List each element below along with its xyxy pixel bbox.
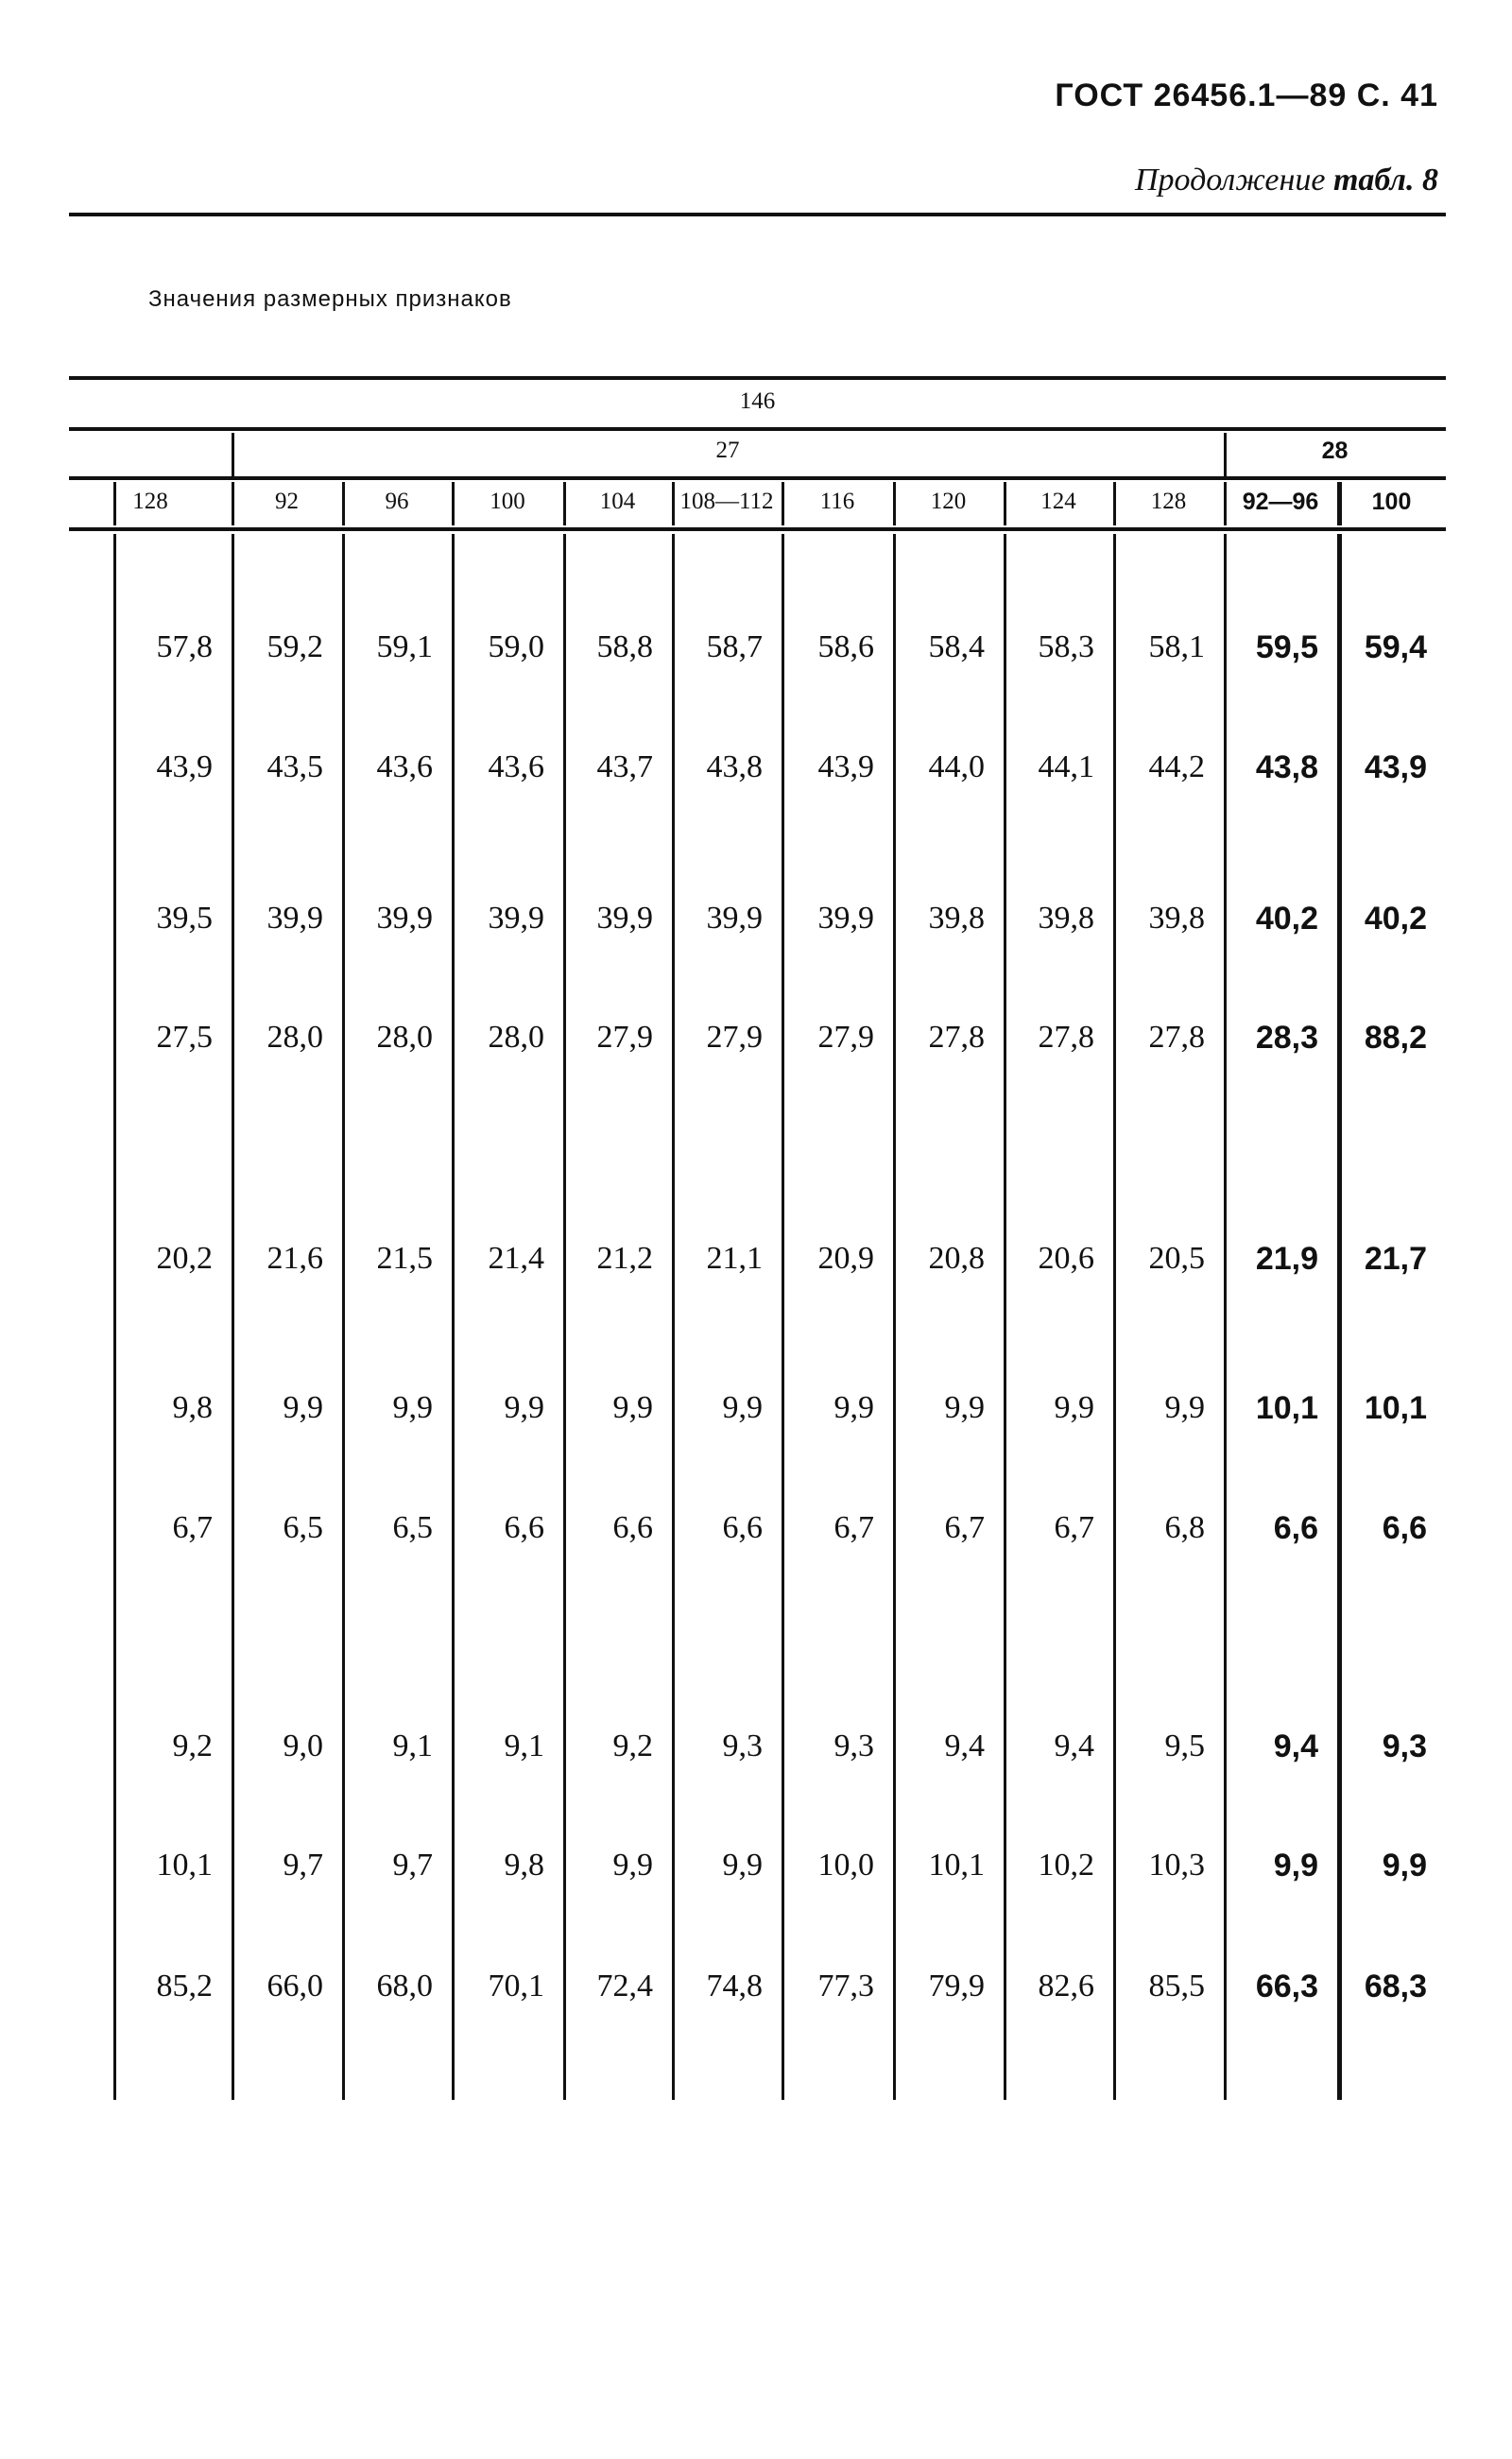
table-header-rule: [69, 476, 1446, 480]
table-cell: 6,5: [283, 1510, 323, 1545]
table-cell: 39,9: [488, 901, 544, 936]
table-cell: 40,2: [1364, 901, 1427, 937]
table-cell: 6,6: [1273, 1510, 1318, 1546]
column-header-separator: [782, 482, 784, 525]
table-cell: 79,9: [928, 1969, 985, 2003]
table-cell: 9,5: [1164, 1728, 1205, 1763]
column-header-separator: [232, 482, 234, 525]
table-cell: 6,5: [392, 1510, 433, 1545]
table-cell: 43,6: [376, 749, 433, 784]
table-cell: 6,7: [833, 1510, 874, 1545]
column-header-separator: [893, 482, 896, 525]
column-header: 100: [490, 489, 525, 514]
table-cell: 9,0: [283, 1728, 323, 1763]
table-cell: 9,4: [944, 1728, 985, 1763]
table-cell: 70,1: [488, 1969, 544, 2003]
table-cell: 43,7: [596, 749, 653, 784]
table-cell: 9,9: [612, 1390, 653, 1425]
header-separator: [1224, 433, 1227, 476]
table-cell: 9,2: [172, 1728, 213, 1763]
table-cell: 9,3: [833, 1728, 874, 1763]
table-cell: 6,6: [612, 1510, 653, 1545]
table-cell: 6,7: [944, 1510, 985, 1545]
table-cell: 66,3: [1255, 1969, 1318, 2004]
table-cell: 58,4: [928, 629, 985, 664]
table-cell: 10,1: [1255, 1390, 1318, 1426]
table-cell: 85,5: [1148, 1969, 1205, 2003]
table-cell: 68,3: [1364, 1969, 1427, 2004]
table-cell: 57,8: [156, 629, 213, 664]
table-cell: 39,9: [266, 901, 323, 936]
column-header-separator: [342, 482, 345, 525]
table-cell: 39,9: [817, 901, 874, 936]
table-cell: 9,4: [1273, 1728, 1318, 1764]
table-cell: 9,9: [833, 1390, 874, 1425]
table-cell: 10,0: [817, 1848, 874, 1883]
table-cell: 27,9: [817, 1020, 874, 1055]
table-cell: 85,2: [156, 1969, 213, 2003]
table-cell: 59,1: [376, 629, 433, 664]
table-cell: 27,8: [1148, 1020, 1205, 1055]
table-cell: 6,6: [722, 1510, 763, 1545]
column-header-separator: [1337, 482, 1342, 525]
table-cell: 9,7: [283, 1848, 323, 1883]
table-cell: 68,0: [376, 1969, 433, 2003]
header-group-28: 28: [1321, 438, 1349, 464]
table-header-rule: [69, 427, 1446, 431]
table-cell: 10,1: [928, 1848, 985, 1883]
table-cell: 39,8: [1038, 901, 1094, 936]
column-header-separator: [1113, 482, 1116, 525]
continuation-text: Продолжение: [1134, 163, 1326, 198]
table-cell: 72,4: [596, 1969, 653, 2003]
column-header: 108—112: [679, 489, 774, 514]
column-header: 96: [385, 489, 409, 514]
table-cell: 9,9: [722, 1390, 763, 1425]
column-header: 128: [132, 489, 168, 514]
document-id: ГОСТ 26456.1—89 С. 41: [1055, 77, 1438, 113]
table-cell: 6,7: [1054, 1510, 1094, 1545]
table-cell: 27,8: [928, 1020, 985, 1055]
table-cell: 44,1: [1038, 749, 1094, 784]
table-cell: 10,3: [1148, 1848, 1205, 1883]
table-cell: 82,6: [1038, 1969, 1094, 2003]
column-header-separator: [452, 482, 455, 525]
table-caption: Значения размерных признаков: [148, 286, 512, 312]
table-cell: 28,0: [376, 1020, 433, 1055]
table-cell: 77,3: [817, 1969, 874, 2003]
table-cell: 9,2: [612, 1728, 653, 1763]
column-header: 116: [819, 489, 855, 514]
table-cell: 28,0: [488, 1020, 544, 1055]
table-cell: 20,6: [1038, 1241, 1094, 1276]
table-cell: 20,2: [156, 1241, 213, 1276]
table-cell: 43,9: [156, 749, 213, 784]
table-cell: 88,2: [1364, 1020, 1427, 1056]
table-cell: 66,0: [266, 1969, 323, 2003]
table-cell: 9,9: [1273, 1848, 1318, 1883]
table-cell: 9,9: [612, 1848, 653, 1883]
page-rule: [69, 213, 1446, 216]
header-group-27: 27: [715, 438, 740, 463]
header-separator: [232, 433, 234, 476]
column-header: 120: [930, 489, 967, 514]
table-cell: 6,7: [172, 1510, 213, 1545]
table-cell: 9,9: [1164, 1390, 1205, 1425]
table-continuation-label: [1135, 163, 1438, 198]
table-cell: 21,6: [266, 1241, 323, 1276]
table-cell: 59,2: [266, 629, 323, 664]
table-cell: 21,4: [488, 1241, 544, 1276]
table-cell: 9,8: [172, 1390, 213, 1425]
table-cell: 39,8: [1148, 901, 1205, 936]
table-cell: 43,9: [817, 749, 874, 784]
table-cell: 39,8: [928, 901, 985, 936]
table-cell: 21,7: [1364, 1241, 1427, 1277]
table-header-rule: [69, 527, 1446, 531]
column-header-separator: [1004, 482, 1006, 525]
table-cell: 43,8: [1255, 749, 1318, 785]
table-cell: 58,7: [706, 629, 763, 664]
table-cell: 59,4: [1364, 629, 1427, 665]
table-cell: 9,9: [944, 1390, 985, 1425]
table-cell: 58,1: [1148, 629, 1205, 664]
table-cell: 21,1: [706, 1241, 763, 1276]
table-cell: 39,9: [596, 901, 653, 936]
table-cell: 40,2: [1255, 901, 1318, 937]
table-cell: 9,8: [504, 1848, 544, 1883]
table-cell: 9,9: [722, 1848, 763, 1883]
table-cell: 6,6: [1382, 1510, 1427, 1546]
table-cell: 39,9: [706, 901, 763, 936]
table-cell: 20,5: [1148, 1241, 1205, 1276]
continuation-table-ref: табл. 8: [1332, 163, 1438, 198]
table-cell: 9,9: [504, 1390, 544, 1425]
column-header: 128: [1150, 489, 1187, 514]
table-cell: 6,8: [1164, 1510, 1205, 1545]
table-cell: 10,1: [156, 1848, 213, 1883]
table-cell: 9,4: [1054, 1728, 1094, 1763]
table-cell: 9,7: [392, 1848, 433, 1883]
column-header-separator: [113, 482, 116, 525]
table-cell: 43,9: [1364, 749, 1427, 785]
column-header: 100: [1371, 489, 1412, 515]
table-cell: 27,5: [156, 1020, 213, 1055]
table-cell: 21,2: [596, 1241, 653, 1276]
column-header-separator: [1224, 482, 1227, 525]
table-cell: 59,5: [1255, 629, 1318, 665]
table-cell: 74,8: [706, 1969, 763, 2003]
column-header: 92: [275, 489, 299, 514]
table-cell: 20,9: [817, 1241, 874, 1276]
table-cell: 9,1: [504, 1728, 544, 1763]
table-cell: 28,0: [266, 1020, 323, 1055]
column-header: 124: [1040, 489, 1076, 514]
table-cell: 10,2: [1038, 1848, 1094, 1883]
column-header: 104: [599, 489, 636, 514]
table-cell: 27,8: [1038, 1020, 1094, 1055]
table-cell: 58,8: [596, 629, 653, 664]
table-cell: 21,5: [376, 1241, 433, 1276]
table-header-rule: [69, 376, 1446, 380]
table-cell: 6,6: [504, 1510, 544, 1545]
table-cell: 43,6: [488, 749, 544, 784]
table-cell: 27,9: [706, 1020, 763, 1055]
table-cell: 44,2: [1148, 749, 1205, 784]
table-cell: 9,9: [283, 1390, 323, 1425]
table-cell: 21,9: [1255, 1241, 1318, 1277]
table-cell: 20,8: [928, 1241, 985, 1276]
table-cell: 44,0: [928, 749, 985, 784]
table-cell: 9,3: [722, 1728, 763, 1763]
table-cell: 9,9: [1382, 1848, 1427, 1883]
table-cell: 9,1: [392, 1728, 433, 1763]
table-cell: 39,9: [376, 901, 433, 936]
column-header-separator: [672, 482, 675, 525]
table-cell: 58,3: [1038, 629, 1094, 664]
table-cell: 59,0: [488, 629, 544, 664]
table-cell: 10,1: [1364, 1390, 1427, 1426]
table-cell: 9,9: [1054, 1390, 1094, 1425]
table-cell: 43,8: [706, 749, 763, 784]
column-header: 92—96: [1242, 489, 1319, 515]
table-cell: 58,6: [817, 629, 874, 664]
table-cell: 27,9: [596, 1020, 653, 1055]
column-header-separator: [563, 482, 566, 525]
table-cell: 9,3: [1382, 1728, 1427, 1764]
header-group-146: 146: [739, 388, 776, 414]
table-cell: 28,3: [1255, 1020, 1318, 1056]
table-cell: 9,9: [392, 1390, 433, 1425]
table-cell: 39,5: [156, 901, 213, 936]
table-cell: 43,5: [266, 749, 323, 784]
